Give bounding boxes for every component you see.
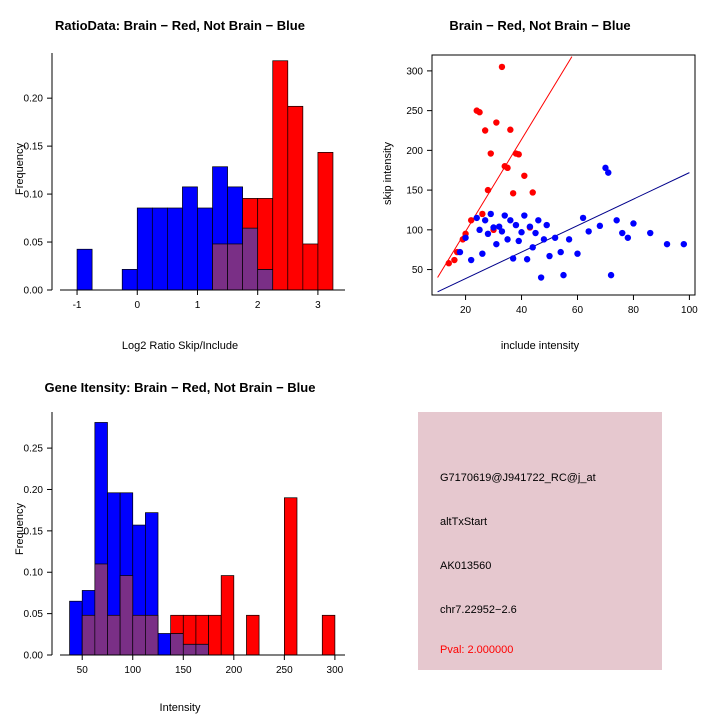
ratio-histogram-xlabel: Log2 Ratio Skip/Include: [121, 340, 239, 352]
svg-text:-1: -1: [72, 300, 82, 311]
svg-text:60: 60: [571, 305, 584, 316]
intensity-scatter-plot: [360, 0, 720, 360]
svg-text:150: 150: [406, 185, 423, 197]
intensity-scatter-xlabel: include intensity: [500, 340, 580, 352]
svg-text:0.20: 0.20: [23, 484, 43, 496]
svg-text:0: 0: [134, 300, 141, 311]
svg-text:250: 250: [276, 665, 293, 676]
intensity-scatter-panel: [360, 0, 720, 360]
svg-text:0.15: 0.15: [23, 526, 43, 538]
ratio-histogram-plot: [0, 0, 360, 360]
svg-text:0.05: 0.05: [23, 609, 43, 621]
svg-text:2: 2: [254, 300, 261, 311]
svg-text:20: 20: [460, 305, 472, 316]
ratio-histogram-title: RatioData: Brain − Red, Not Brain − Blue: [55, 18, 305, 33]
annotation-probe-id: G7170619@J941722_RC@j_at: [440, 472, 596, 484]
svg-text:0.10: 0.10: [23, 567, 43, 579]
svg-text:50: 50: [76, 665, 88, 676]
svg-text:80: 80: [627, 305, 640, 316]
svg-text:0.25: 0.25: [23, 443, 43, 455]
annotation-panel: [360, 360, 720, 720]
svg-text:1: 1: [194, 300, 201, 311]
annotation-pval: Pval: 2.000000: [440, 644, 514, 656]
ratio-histogram-ylabel: Frequency: [14, 143, 26, 195]
svg-text:300: 300: [406, 66, 423, 78]
svg-text:40: 40: [515, 305, 528, 316]
svg-text:0.05: 0.05: [23, 237, 43, 249]
annotation-event-type: altTxStart: [440, 516, 488, 528]
svg-text:3: 3: [315, 300, 321, 311]
gene-intensity-plot: [0, 360, 360, 720]
svg-text:100: 100: [681, 305, 698, 316]
gene-intensity-title: Gene Itensity: Brain − Red, Not Brain − Blue: [44, 380, 316, 395]
intensity-scatter-ylabel: skip intensity: [382, 142, 394, 205]
annotation-box: [418, 412, 662, 670]
svg-text:0.20: 0.20: [23, 93, 43, 105]
svg-text:300: 300: [326, 665, 344, 676]
gene-intensity-panel: [0, 360, 360, 720]
svg-text:150: 150: [174, 665, 192, 676]
svg-text:100: 100: [406, 225, 423, 237]
svg-text:50: 50: [411, 265, 423, 277]
annotation-locus: chr7.22952−2.6: [440, 604, 517, 616]
gene-intensity-ylabel: Frequency: [14, 503, 26, 555]
intensity-scatter-title: Brain − Red, Not Brain − Blue: [449, 18, 631, 33]
svg-text:0.00: 0.00: [23, 285, 43, 297]
svg-text:0.15: 0.15: [23, 141, 43, 153]
svg-text:100: 100: [124, 665, 142, 676]
svg-text:250: 250: [406, 106, 423, 118]
ratio-histogram-panel: [0, 0, 360, 360]
annotation-accession: AK013560: [440, 560, 492, 572]
gene-intensity-xlabel: Intensity: [159, 702, 201, 714]
svg-text:0.10: 0.10: [23, 189, 43, 201]
svg-text:200: 200: [225, 665, 243, 676]
svg-text:0.00: 0.00: [23, 650, 43, 662]
svg-text:200: 200: [406, 145, 423, 157]
